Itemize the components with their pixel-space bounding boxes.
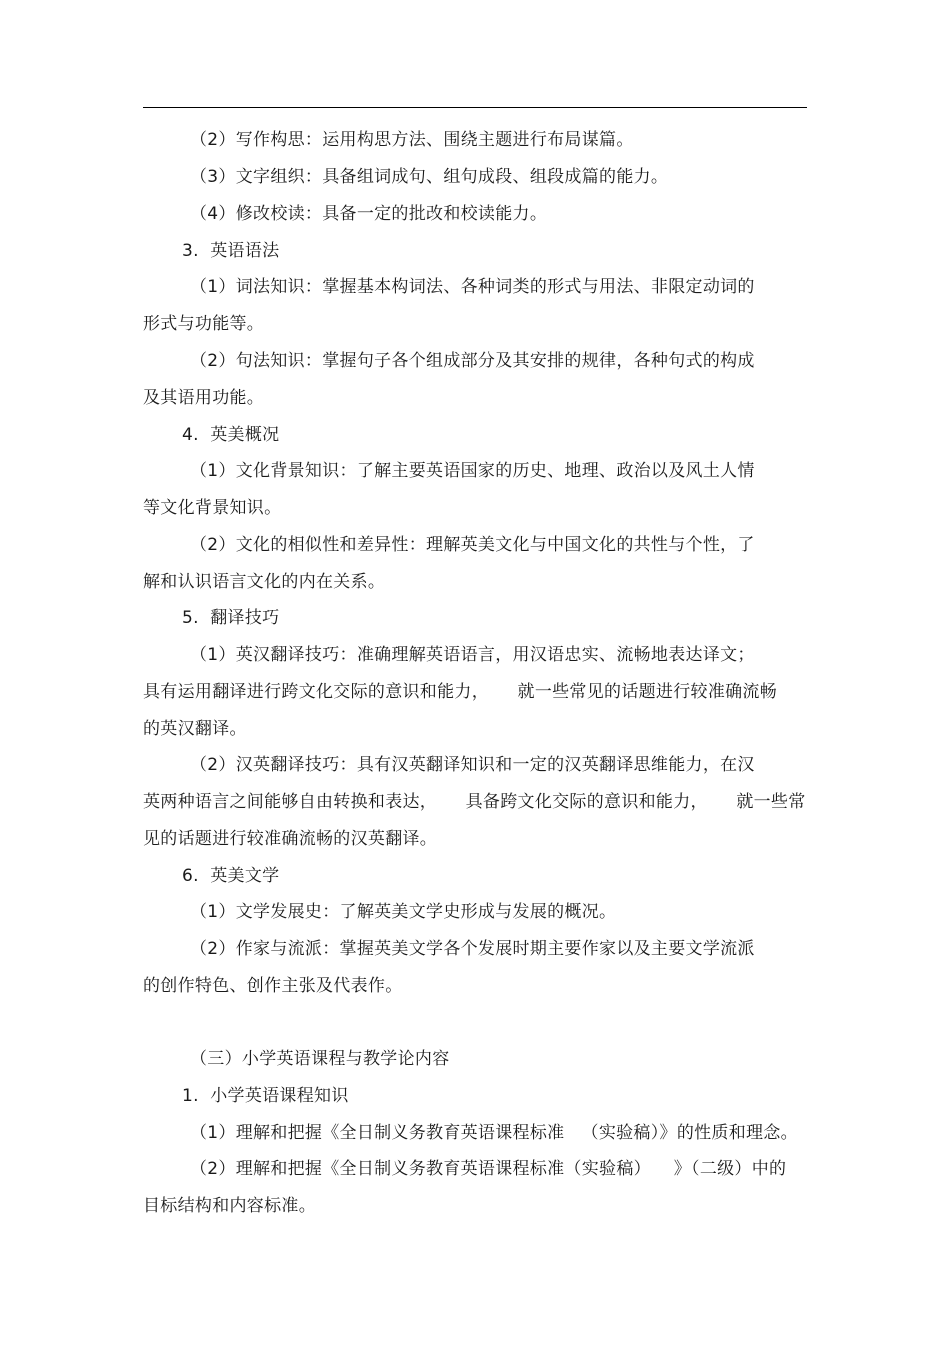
item-writers-schools-line1: （2）作家与流派：掌握英美文学各个发展时期主要作家以及主要文学流派 [190, 939, 755, 959]
item-curriculum-standard-nature: （1）理解和把握《全日制义务教育英语课程标准 （实验稿）》的性质和理念。 [190, 1123, 798, 1143]
item-morphology-line2: 形式与功能等。 [143, 314, 265, 334]
item-cultural-background-line1: （1）文化背景知识：了解主要英语国家的历史、地理、政治以及风土人情 [190, 461, 755, 481]
item-revision-proofreading: （4）修改校读：具备一定的批改和校读能力。 [190, 204, 548, 224]
subsection-heading-primary-english-curriculum: 1. 小学英语课程知识 [182, 1086, 349, 1106]
section-heading-translation-skills: 5. 翻译技巧 [182, 608, 280, 628]
item-syntax-line2: 及其语用功能。 [143, 388, 265, 408]
item-curriculum-standard-goals-line2: 目标结构和内容标准。 [143, 1196, 316, 1216]
item-text-organization: （3）文字组织：具备组词成句、组句成段、组段成篇的能力。 [190, 167, 669, 187]
item-en-zh-translation-line3: 的英汉翻译。 [143, 719, 247, 739]
item-writers-schools-line2: 的创作特色、创作主张及代表作。 [143, 976, 403, 996]
item-en-zh-translation-line2: 具有运用翻译进行跨文化交际的意识和能力， 就一些常见的话题进行较准确流畅 [143, 682, 778, 702]
item-en-zh-translation-line1: （1）英汉翻译技巧：准确理解英语语言，用汉语忠实、流畅地表达译文； [190, 645, 755, 665]
item-zh-en-translation-line2: 英两种语言之间能够自由转换和表达， 具备跨文化交际的意识和能力， 就一些常 [143, 792, 806, 812]
item-literary-history: （1）文学发展史：了解英美文学史形成与发展的概况。 [190, 902, 617, 922]
section-heading-primary-english-pedagogy: （三）小学英语课程与教学论内容 [190, 1049, 450, 1069]
item-cultural-similarity-line1: （2）文化的相似性和差异性：理解英美文化与中国文化的共性与个性，了 [190, 535, 755, 555]
item-zh-en-translation-line3: 见的话题进行较准确流畅的汉英翻译。 [143, 829, 438, 849]
item-curriculum-standard-goals-line1: （2）理解和把握《全日制义务教育英语课程标准（实验稿） 》（二级）中的 [190, 1159, 787, 1179]
item-cultural-background-line2: 等文化背景知识。 [143, 498, 282, 518]
item-cultural-similarity-line2: 解和认识语言文化的内在关系。 [143, 572, 386, 592]
item-zh-en-translation-line1: （2）汉英翻译技巧：具有汉英翻译知识和一定的汉英翻译思维能力，在汉 [190, 755, 755, 775]
item-morphology-line1: （1）词法知识：掌握基本构词法、各种词类的形式与用法、非限定动词的 [190, 277, 755, 297]
section-heading-anglo-american-overview: 4. 英美概况 [182, 425, 280, 445]
item-syntax-line1: （2）句法知识：掌握句子各个组成部分及其安排的规律，各种句式的构成 [190, 351, 755, 371]
section-heading-english-grammar: 3. 英语语法 [182, 241, 280, 261]
item-writing-conception: （2）写作构思：运用构思方法、围绕主题进行布局谋篇。 [190, 130, 634, 150]
section-heading-anglo-american-literature: 6. 英美文学 [182, 866, 280, 886]
header-rule [143, 107, 807, 108]
